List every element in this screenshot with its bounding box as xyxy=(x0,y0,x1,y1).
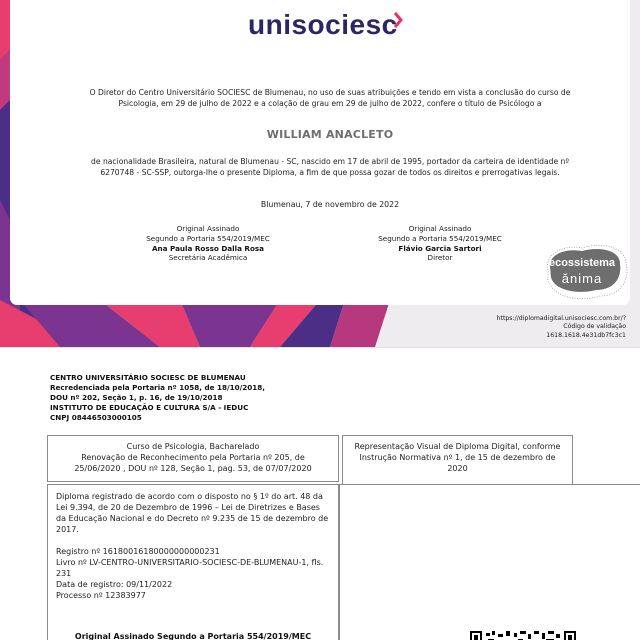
qr-code-icon[interactable] xyxy=(470,631,576,640)
validation-code: 1618.1618.4e31db7fc3c1 xyxy=(546,331,626,339)
graduate-name: WILLIAM ANACLETO xyxy=(266,128,394,141)
signatory-role: Diretor xyxy=(427,253,453,263)
registration-box xyxy=(47,484,339,640)
registration-date: Data de registro: 09/11/2022 xyxy=(56,580,173,589)
registration-legal-text: Diploma registrado de acordo com o disposto no § 1º do art. 48 da Lei 9.394, de 20 de Dezembro de 1996 – Lei de Diretrizes e Bases da Educação Nacional e do Decreto nº 9.235 de 15 de dezembro de 2017. xyxy=(56,492,329,534)
anima-badge-line1: ecossistema xyxy=(548,257,616,269)
diploma-back xyxy=(0,347,640,640)
chevron-right-icon xyxy=(393,12,403,28)
signature-line2: Segundo a Portaria 554/2019/MEC xyxy=(378,233,502,243)
ecossistema-anima-badge xyxy=(542,240,632,302)
signature-director xyxy=(330,224,550,263)
registration-signed: Original Assinado Segundo a Portaria 554/2019/MEC xyxy=(74,632,312,640)
validation-url[interactable]: https://diplomadigital.unisociesc.com.br/? xyxy=(496,315,626,322)
registration-number: Registro nº 16180016180000000000231 xyxy=(56,547,220,556)
course-name: Curso de Psicologia, Bacharelado xyxy=(126,442,260,451)
validation-info xyxy=(497,315,626,340)
place-date: Blumenau, 7 de novembro de 2022 xyxy=(260,200,400,209)
signatory-name: Flávio Garcia Sartori xyxy=(398,243,482,253)
visual-line3: 2020 xyxy=(447,464,468,473)
right-frame xyxy=(339,484,640,640)
visual-line1: Representação Visual de Diploma Digital, conforme xyxy=(354,442,561,451)
institution-dou: DOU nº 202, Seção 1, p. 16, de 19/10/2018 xyxy=(50,393,223,402)
signature-secretary xyxy=(98,224,318,263)
course-recognition: Renovação de Reconhecimento pela Portaria nº 205, de xyxy=(81,453,305,462)
signatory-name: Ana Paula Rosso Dalla Rosa xyxy=(151,243,265,253)
diploma-intro-text: O Diretor do Centro Universitário SOCIESC de Blumenau, no uso de suas atribuições e tendo em vista a conclusão do curso de Psicologia, em 29 de julho de 2022 e a colação de grau em 29 de julho de 2022, confere o título de Psicólogo a xyxy=(89,88,571,108)
course-dou: 25/06/2020 , DOU nº 128, Seção 1, pag. 53, de 07/07/2020 xyxy=(74,464,312,473)
signature-line1: Original Assinado xyxy=(408,224,472,233)
anima-badge-line2: ănima xyxy=(561,271,603,286)
visual-line2: Instrução Normativa nº 1, de 15 de dezembro de xyxy=(359,453,556,462)
institution-accreditation: Recredenciada pela Portaria nº 1058, de 18/10/2018, xyxy=(50,383,265,392)
registration-process: Processo nº 12383977 xyxy=(56,591,146,600)
signature-line1: Original Assinado xyxy=(176,224,240,233)
logo-text: unisociesc xyxy=(248,9,398,40)
institution-info xyxy=(50,373,265,423)
signature-line2: Segundo a Portaria 554/2019/MEC xyxy=(146,233,270,243)
diploma-card xyxy=(10,0,630,305)
validation-label: Código de validação xyxy=(563,323,626,331)
institution-cnpj: CNPJ 08446503000105 xyxy=(50,413,142,422)
course-info-box xyxy=(47,435,339,482)
institution-name: CENTRO UNIVERSITÁRIO SOCIESC DE BLUMENAU xyxy=(50,373,246,382)
registration-book: Livro nº LV-CENTRO-UNIVERSITARIO-SOCIESC-DE-BLUMENAU-1, fls. 231 xyxy=(56,558,324,578)
signatory-role: Secretária Acadêmica xyxy=(168,253,248,263)
graduate-details: de nacionalidade Brasileira, natural de Blumenau - SC, nascido em 17 de abril de 1995, portador da carteira de identidade nº 6270748 - SC-SSP, outorga-lhe o presente Diploma, a fim de que possa gozar de todos os direitos e prerrogativas legais. xyxy=(91,157,569,177)
unisociesc-logo xyxy=(248,8,408,42)
institution-maintainer: INSTITUTO DE EDUCAÇÃO E CULTURA S/A - IEDUC xyxy=(50,403,249,412)
